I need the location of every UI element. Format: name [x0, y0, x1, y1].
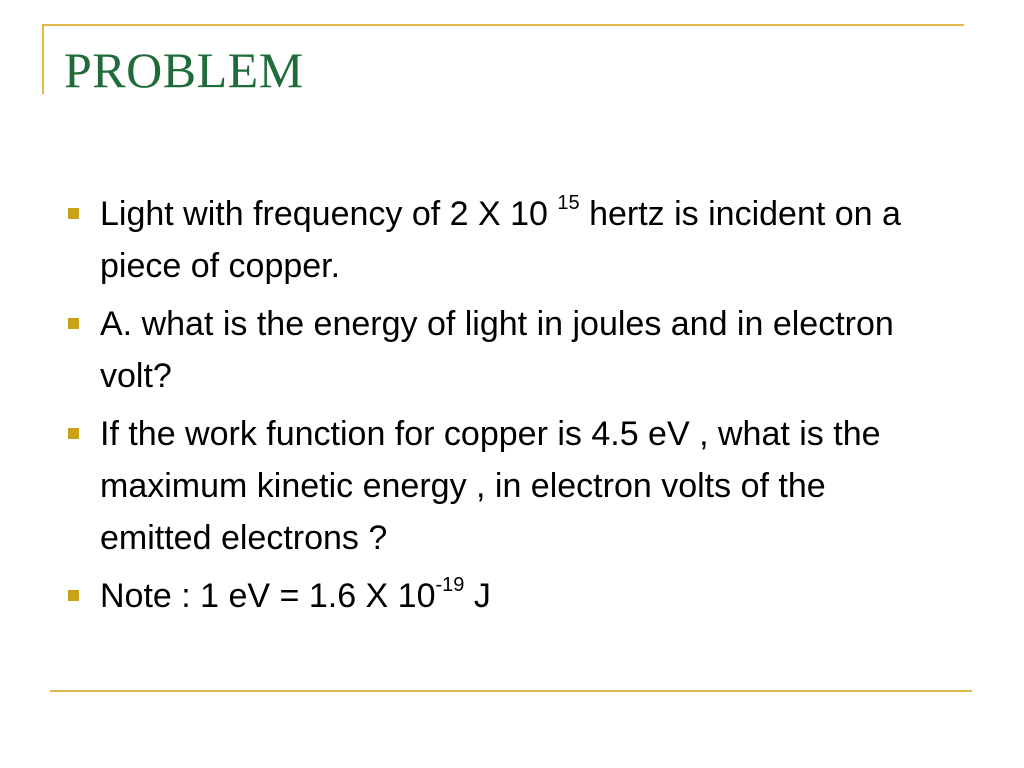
bullet-superscript: -19	[435, 574, 465, 596]
bullet-text: Light with frequency of 2 X 10	[100, 195, 558, 233]
bullet-text-continued: J	[464, 577, 491, 615]
bullet-superscript: 15	[557, 192, 580, 214]
bullet-item-question-a	[64, 298, 944, 402]
bullet-text: A. what is the energy of light in joules and in electron volt?	[100, 305, 894, 395]
bottom-divider-line	[50, 690, 972, 692]
bullet-square-icon	[68, 208, 79, 219]
bullet-item-work-function	[64, 408, 944, 564]
bullet-item-frequency	[64, 188, 944, 292]
bullet-square-icon	[68, 428, 79, 439]
bullet-list	[64, 188, 944, 628]
bullet-text: Note : 1 eV = 1.6 X 10	[100, 577, 436, 615]
top-frame-line	[42, 24, 964, 26]
bullet-square-icon	[68, 318, 79, 329]
bullet-item-note	[64, 570, 944, 622]
left-frame-line	[42, 24, 44, 94]
bullet-square-icon	[68, 590, 79, 601]
slide-title: PROBLEM	[64, 42, 304, 98]
bullet-text-continued: hertz is incident on a piece of copper.	[100, 195, 901, 285]
bullet-text: If the work function for copper is 4.5 eV , what is the maximum kinetic energy , in electron volts of the emitted electrons ?	[100, 415, 881, 557]
